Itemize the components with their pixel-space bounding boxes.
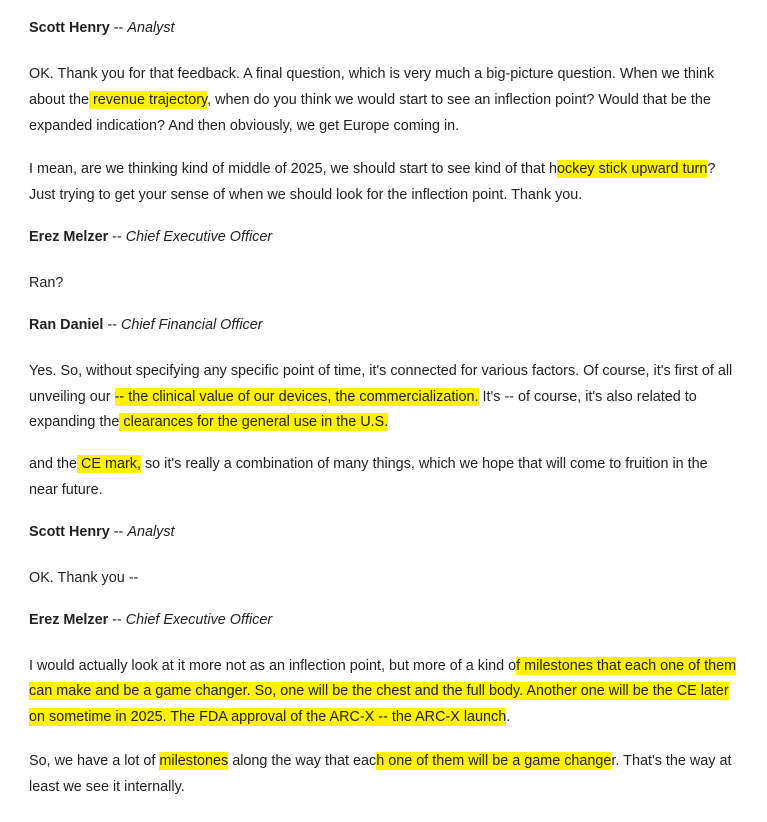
paragraph-text: ? Just trying to get your sense of when we should look for the inflection point. Thank you. [29,161,716,204]
speaker-name: Erez Melzer [29,228,109,245]
highlighted-text: h one of them will be a game change [376,752,612,769]
speaker-line [29,522,737,542]
paragraph-text: and the [29,456,78,473]
paragraph-text: . [506,709,511,726]
transcript-paragraph [29,654,737,731]
paragraph-text: OK. Thank you for that feedback. A final question, which is very much a big-picture question. When we think about the [29,66,715,108]
transcript-paragraph [29,157,737,209]
highlighted-text: ockey stick upward turn [556,161,708,178]
speaker-separator: -- [109,523,128,540]
paragraph-text: I mean, are we thinking kind of middle of 2025, we should start to see kind of that h [29,161,557,178]
speaker-separator: -- [109,20,128,36]
speaker-name: Ran Daniel [29,316,104,333]
speaker-separator: -- [103,316,121,333]
speaker-name: Erez Melzer [29,611,109,628]
speaker-role: Chief Financial Officer [120,316,263,333]
speaker-role: Chief Executive Officer [125,228,273,245]
transcript-paragraph [29,566,737,592]
highlighted-text: -- the clinical value of our devices, the commercialization. [114,388,479,405]
paragraph-text: so it's really a combination of many things, which we hope that will come to fruition in the near future. [29,456,708,498]
transcript-paragraph [29,271,737,297]
paragraph-text: It's -- of course, it's also related to expanding the [29,388,697,431]
speaker-role: Chief Executive Officer [125,611,273,628]
speaker-line [29,18,737,38]
transcript-paragraph [29,452,737,504]
transcript-paragraph [29,62,737,139]
speaker-name: Scott Henry [29,523,110,540]
speaker-separator: -- [108,228,126,245]
speaker-name: Scott Henry [29,20,110,36]
transcript-paragraph [29,749,737,801]
speaker-line [29,227,737,247]
highlighted-text: clearances for the general use in the U.S. [119,414,389,431]
highlighted-text: revenue trajectory [89,91,208,108]
paragraph-text: along the way that eac [228,752,377,769]
paragraph-text: So, we have a lot of [29,752,160,769]
highlighted-text: f milestones that each one of them can make and be a game changer. So, one will be the chest and the full body. Another one will be the CE later on sometime in 2025. The FDA approval of the ARC-X -- the ARC-X launch [29,657,737,726]
speaker-role: Analyst [127,20,175,36]
paragraph-text: Yes. So, without specifying any specific point of time, it's connected for various factors. Of course, it's first of all unveiling our [29,362,733,405]
speaker-role: Analyst [127,523,175,540]
speaker-separator: -- [108,611,126,628]
transcript-paragraph [29,359,737,436]
paragraph-text: OK. Thank you -- [29,569,139,586]
speaker-line [29,315,737,335]
paragraph-text: I would actually look at it more not as an inflection point, but more of a kind o [29,657,517,674]
highlighted-text: CE mark, [77,456,141,473]
highlighted-text: milestones [159,752,229,769]
paragraph-text: , when do you think we would start to see an inflection point? Would that be the expanded indication? And then obviously, we get Europe coming in. [29,91,711,134]
paragraph-text: r. That's the way at least we see it internally. [29,752,732,795]
paragraph-text: Ran? [29,274,64,291]
speaker-line [29,610,737,630]
